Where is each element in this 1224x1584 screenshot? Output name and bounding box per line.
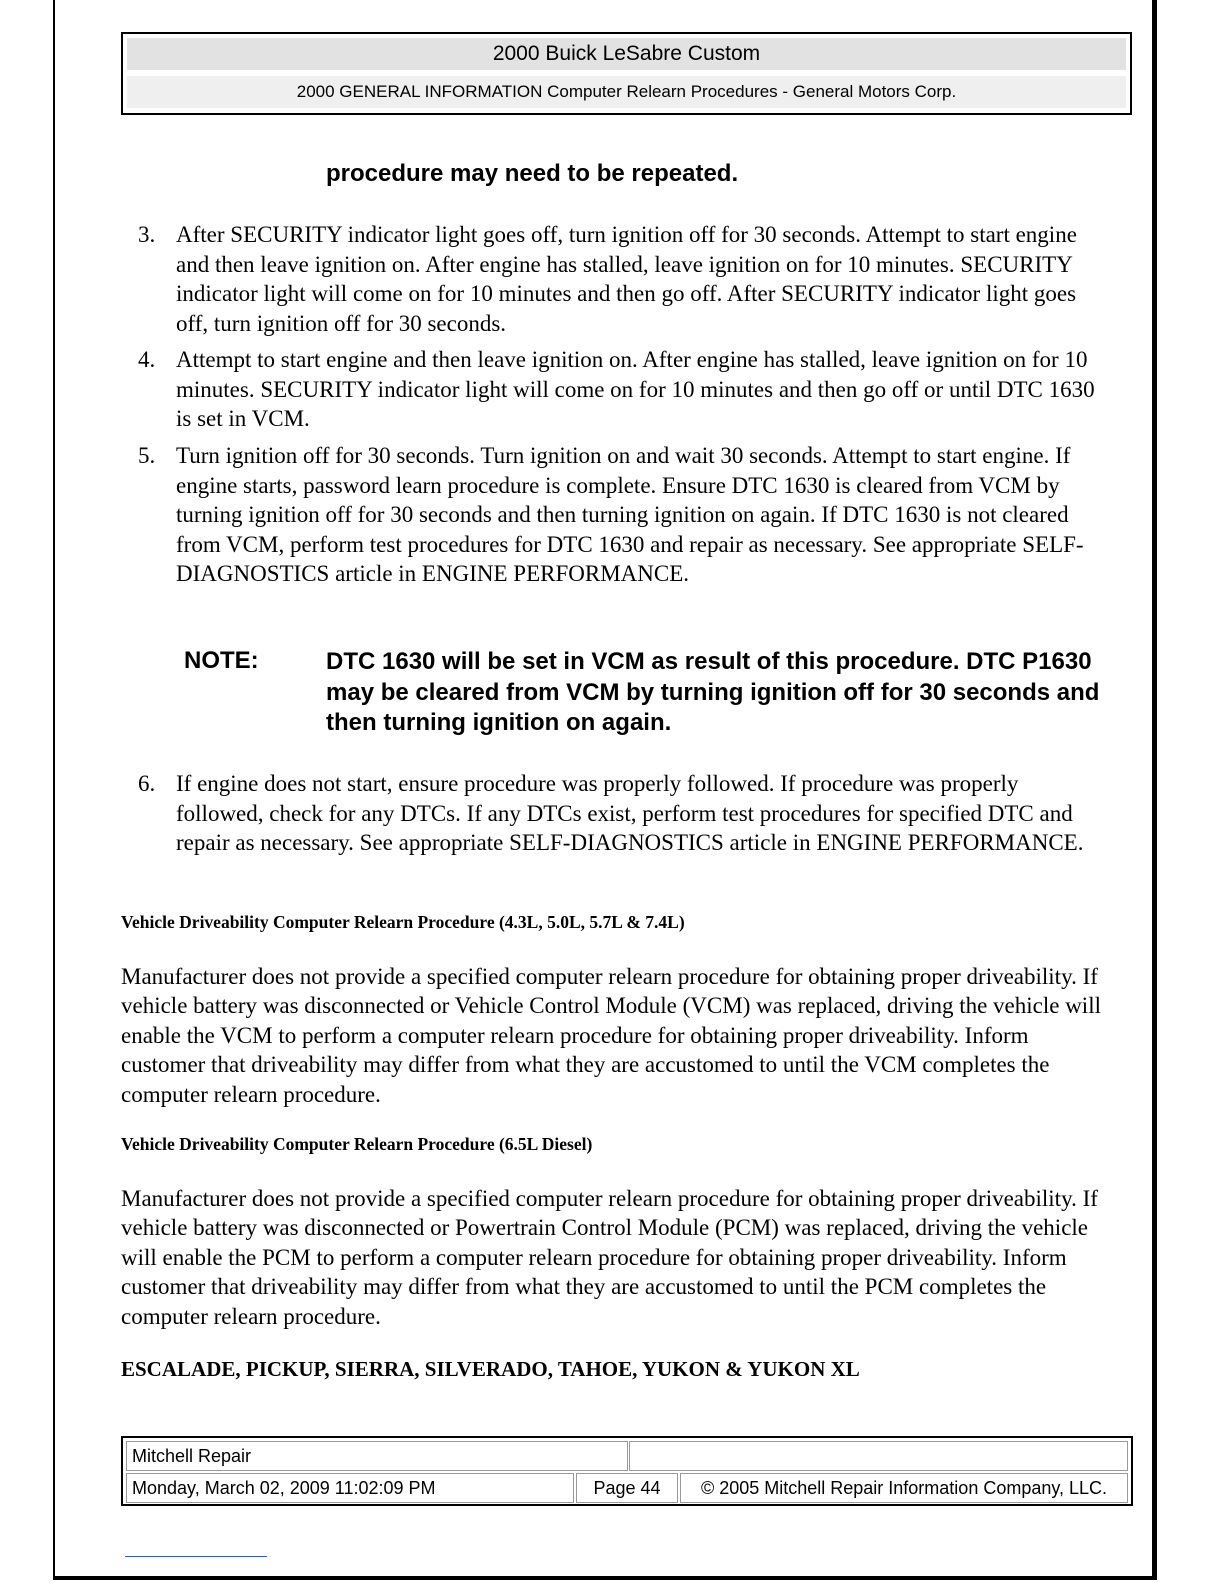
vehicle-title: 2000 Buick LeSabre Custom bbox=[127, 38, 1126, 70]
step-text: Attempt to start engine and then leave ignition on. After engine has stalled, leave ignition on for 10 minutes. SECURITY indicator light will come on for 10 minutes and then go off or until DTC 1630 is set in VCM. bbox=[176, 347, 1095, 432]
section-heading-models: ESCALADE, PICKUP, SIERRA, SILVERADO, TAHOE, YUKON & YUKON XL bbox=[121, 1357, 860, 1381]
step-text: If engine does not start, ensure procedure was properly followed. If procedure was properly followed, check for any DTCs. If any DTCs exist, perform test procedures for specified DTC and repair as necessary. See appropriate SELF-DIAGNOSTICS article in ENGINE PERFORMANCE. bbox=[176, 771, 1084, 856]
footer-copyright: © 2005 Mitchell Repair Information Company, LLC. bbox=[680, 1473, 1128, 1503]
step-number: 3. bbox=[138, 222, 156, 247]
footer-date: Monday, March 02, 2009 11:02:09 PM bbox=[126, 1473, 574, 1503]
step-text: After SECURITY indicator light goes off, turn ignition off for 30 seconds. Attempt to start engine and then leave ignition on. After engine has stalled, leave ignition on for 10 minutes. SECURITY indicator light will come on for 10 minutes and then go off. After SECURITY indicator light goes off, turn ignition off for 30 seconds. bbox=[176, 222, 1077, 336]
subheading-gas-engines: Vehicle Driveability Computer Relearn Procedure (4.3L, 5.0L, 5.7L & 7.4L) bbox=[121, 912, 685, 932]
subheading-diesel: Vehicle Driveability Computer Relearn Procedure (6.5L Diesel) bbox=[121, 1134, 593, 1154]
document-subtitle: 2000 GENERAL INFORMATION Computer Relearn Procedures - General Motors Corp. bbox=[127, 76, 1126, 108]
step-number: 5. bbox=[138, 443, 156, 468]
note-text: DTC 1630 will be set in VCM as result of this procedure. DTC P1630 may be cleared from VCM by turning ignition off for 30 seconds and then turning ignition on again. bbox=[326, 648, 1100, 736]
paragraph-gas-engines: Manufacturer does not provide a specified computer relearn procedure for obtaining proper driveability. If vehicle battery was disconnected or Vehicle Control Module (VCM) was replaced, driving the vehicle will enable the VCM to perform a computer relearn procedure for obtaining proper driveability. Inform customer that driveability may differ from what they are accustomed to until the VCM completes the computer relearn procedure. bbox=[121, 964, 1101, 1107]
continued-note-fragment: procedure may need to be repeated. bbox=[326, 160, 739, 187]
paragraph-diesel: Manufacturer does not provide a specified computer relearn procedure for obtaining proper driveability. If vehicle battery was disconnected or Powertrain Control Module (PCM) was replaced, driving the vehicle will enable the PCM to perform a computer relearn procedure for obtaining proper driveability. Inform customer that driveability may differ from what they are accustomed to until the PCM completes the computer relearn procedure. bbox=[121, 1186, 1098, 1329]
step-number: 4. bbox=[138, 347, 156, 372]
footer-source: Mitchell Repair bbox=[126, 1441, 628, 1471]
footer-page-number: Page 44 bbox=[576, 1473, 678, 1503]
document-header bbox=[121, 32, 1132, 115]
footer-empty-cell bbox=[629, 1441, 1128, 1471]
note-label: NOTE: bbox=[184, 647, 259, 674]
step-text: Turn ignition off for 30 seconds. Turn ignition on and wait 30 seconds. Attempt to start engine. If engine starts, password learn procedure is complete. Ensure DTC 1630 is cleared from VCM by turning ignition off for 30 seconds and then turning ignition on again. If DTC 1630 is not cleared from VCM, perform test procedures for DTC 1630 and repair as necessary. See appropriate SELF-DIAGNOSTICS article in ENGINE PERFORMANCE. bbox=[176, 443, 1084, 587]
document-footer bbox=[121, 1436, 1133, 1506]
link-underline[interactable] bbox=[125, 1556, 267, 1557]
step-number: 6. bbox=[138, 771, 156, 796]
